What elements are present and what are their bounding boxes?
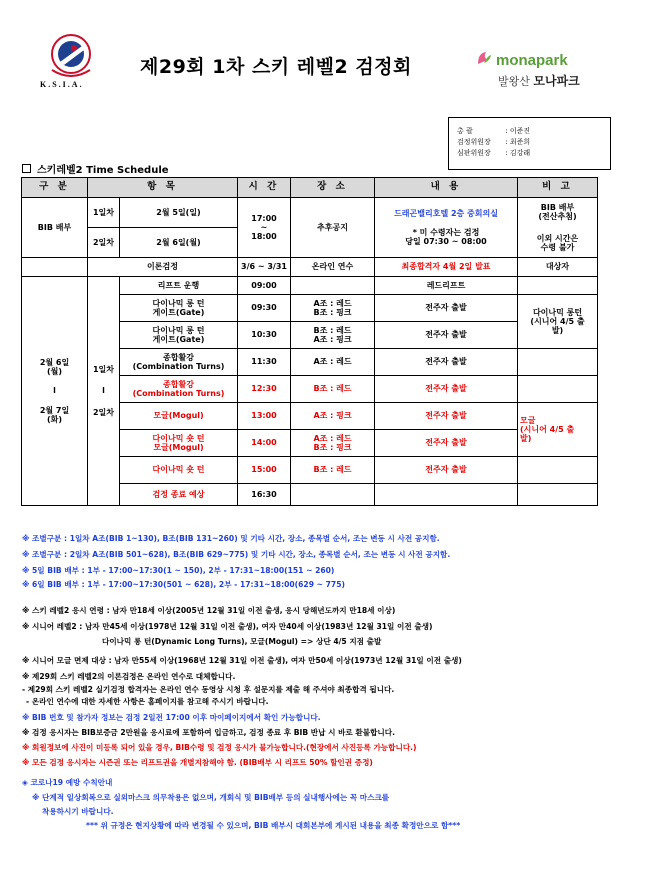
cell-text: 1일차	[92, 365, 115, 375]
exam-note-empty	[518, 349, 598, 376]
note-line: ※ BIB 번호 및 참가자 정보는 검정 2일전 17:00 이후 마이페이지에서 확인 가능합니다.	[22, 713, 321, 722]
official-name: : 김강래	[505, 149, 531, 157]
exam-item: 리프트 운행	[120, 277, 238, 295]
exam-content: 전주자 출발	[375, 457, 518, 484]
bib-category	[22, 198, 88, 258]
official-row	[457, 148, 530, 158]
bib-place: 추후공지	[291, 198, 375, 258]
note-line: ※ 시니어 모글 면제 대상 : 남자 만55세 이상(1968년 12월 31일 이전 출생), 여자 만50세 이상(1973년 12월 31일 이전 출생)	[22, 656, 462, 665]
bib-day2: 2일차	[88, 228, 120, 258]
header-note: 비 고	[518, 178, 598, 198]
table-row	[22, 277, 598, 295]
bib-day1: 1일차	[88, 198, 120, 228]
exam-note-empty	[518, 484, 598, 506]
official-row	[457, 126, 530, 136]
cell-text: l	[102, 386, 105, 396]
table-row	[22, 258, 598, 277]
cell-text: 2월 6일	[39, 358, 70, 368]
exam-item: 모글(Mogul)	[120, 403, 238, 430]
partner-logo-ko	[498, 72, 580, 89]
note-line: ※ 조별구분 : 1일차 A조(BIB 1~130), B조(BIB 131~260) 및 기타 시간, 장소, 종목별 순서, 조는 변동 시 사전 공지함.	[22, 534, 440, 543]
exam-time: 09:30	[238, 295, 291, 322]
note-line: - 제29회 스키 레벨2 실기검정 합격자는 온라인 연수 동영상 시청 후 설문지를 제출 해 주셔야 최종합격 됩니다.	[22, 685, 395, 694]
bib-day1-date: 2월 5일(일)	[120, 198, 238, 228]
theory-category-empty	[22, 258, 88, 277]
exam-place: B조 : 레드	[291, 376, 375, 403]
exam-place	[291, 277, 375, 295]
header-place: 장 소	[291, 178, 375, 198]
exam-note-empty	[518, 457, 598, 484]
exam-content: 전주자 출발	[375, 376, 518, 403]
note-line: ※ 검정 응시자는 BIB보증금 2만원을 응시료에 포함하여 입금하고, 검정 종료 후 BIB 반납 시 바로 환불합니다.	[22, 728, 395, 737]
partner-logo-ko-small: 발왕산	[498, 75, 530, 88]
exam-item: 종합활강 (Combination Turns)	[120, 376, 238, 403]
cell-text: 이외 시간은	[536, 233, 579, 243]
theory-note: 대상자	[518, 258, 598, 277]
note-line: ※ 모든 검정 응시자는 시즌권 또는 리프트권을 개별지참해야 함. (BIB배부 시 리프트 50% 할인권 증정)	[22, 758, 373, 767]
official-row	[457, 137, 530, 147]
exam-place: A조 : 핑크	[291, 403, 375, 430]
exam-content: 레드리프트	[375, 277, 518, 295]
note-line: ※ 단계적 일상회복으로 실외마스크 의무착용은 없으며, 개회식 및 BIB배부 등의 실내행사에는 꼭 마스크를	[32, 793, 390, 802]
exam-place: A조 : 레드 B조 : 핑크	[291, 295, 375, 322]
bib-content	[375, 198, 518, 258]
note-line: 착용하시기 바랍니다.	[42, 807, 114, 816]
exam-time: 12:30	[238, 376, 291, 403]
cell-text: BIB 배부	[37, 222, 72, 232]
exam-place	[291, 484, 375, 506]
header-content: 내 용	[375, 178, 518, 198]
theory-time: 3/6 ~ 3/31	[238, 258, 291, 277]
schedule-table	[21, 177, 598, 506]
cell-text: 당일 07:30 ~ 08:00	[405, 237, 487, 247]
exam-time: 14:00	[238, 430, 291, 457]
table-header-row	[22, 178, 598, 198]
table-row	[22, 198, 598, 228]
cell-text: (화)	[46, 414, 63, 424]
exam-place: A조 : 레드 B조 : 핑크	[291, 430, 375, 457]
section-title	[22, 161, 169, 176]
exam-item: 종합활강 (Combination Turns)	[120, 349, 238, 376]
cell-text: BIB 배부	[540, 203, 575, 213]
note-line: ※ 스키 레벨2 응시 연령 : 남자 만18세 이상(2005년 12월 31일 이전 출생, 응시 당해년도까지 만18세 이상)	[22, 606, 396, 615]
exam-content: 전주자 출발	[375, 349, 518, 376]
theory-place: 온라인 연수	[291, 258, 375, 277]
official-name: : 최준희	[505, 138, 531, 146]
partner-logo-ko-main: 모나파크	[533, 74, 580, 88]
cell-text: (전산추첨)	[538, 212, 577, 222]
cell-text: 드래곤밸리호텔 2층 중회의실	[394, 208, 498, 218]
exam-content: 전주자 출발	[375, 403, 518, 430]
exam-note-empty	[518, 376, 598, 403]
header-category: 구 분	[22, 178, 88, 198]
note-line: 다이나믹 롱 턴(Dynamic Long Turns), 모글(Mogul) => 상단 4/5 지점 출발	[102, 637, 382, 646]
official-role: 검정위원장	[457, 138, 491, 146]
exam-place: A조 : 레드	[291, 349, 375, 376]
bib-time	[238, 198, 291, 258]
bib-note	[518, 198, 598, 258]
header-time: 시 간	[238, 178, 291, 198]
exam-note-mogul: 모글 (시니어 4/5 출 발)	[518, 403, 598, 457]
note-line: ※ 5일 BIB 배부 : 1부 - 17:00~17:30(1 ~ 150), 2부 - 17:31~18:00(151 ~ 260)	[22, 566, 335, 575]
exam-content: 전주자 출발	[375, 322, 518, 349]
cell-text: 2월 7일	[39, 405, 70, 415]
exam-content: 전주자 출발	[375, 430, 518, 457]
note-line: ※ 시니어 레벨2 : 남자 만45세 이상(1978년 12월 31일 이전 출생), 여자 만40세 이상(1983년 12월 31일 이전 출생)	[22, 622, 433, 631]
exam-item: 다이나믹 숏 턴 모글(Mogul)	[120, 430, 238, 457]
section-title-text: 스키레벨2 Time Schedule	[37, 165, 169, 176]
exam-time: 09:00	[238, 277, 291, 295]
exam-dates	[22, 277, 88, 506]
note-line: - 온라인 연수에 대한 자세한 사항은 홈페이지를 참고해 주시기 바랍니다.	[26, 697, 269, 706]
official-role: 총 괄	[457, 127, 473, 135]
exam-content	[375, 484, 518, 506]
partner-logo-en: monapark	[496, 52, 568, 69]
note-line: ※ 조별구분 : 2일차 A조(BIB 501~628), B조(BIB 629~775) 및 기타 시간, 장소, 종목별 순서, 조는 변동 시 사전 공지함.	[22, 550, 451, 559]
cell-text: 17:00	[251, 213, 277, 223]
note-line: ※ 제29회 스키 레벨2의 이론검정은 온라인 연수로 대체합니다.	[22, 672, 236, 681]
exam-item: 검정 종료 예상	[120, 484, 238, 506]
note-line: *** 위 규정은 현지상황에 따라 변경될 수 있으며, BIB 배부시 대회본부에 게시된 내용을 최종 확정안으로 함***	[86, 821, 461, 830]
cell-text: ~	[260, 222, 268, 232]
exam-time: 10:30	[238, 322, 291, 349]
exam-time: 13:00	[238, 403, 291, 430]
exam-item: 다이나믹 롱 턴 게이트(Gate)	[120, 295, 238, 322]
exam-time: 11:30	[238, 349, 291, 376]
exam-place: B조 : 레드	[291, 457, 375, 484]
exam-item: 다이나믹 숏 턴	[120, 457, 238, 484]
exam-item: 다이나믹 롱 턴 게이트(Gate)	[120, 322, 238, 349]
exam-note-dynamic-long-turn: 다이나믹 롱턴 (시니어 4/5 출 발)	[518, 295, 598, 349]
bib-day2-date: 2월 6일(월)	[120, 228, 238, 258]
note-line: ◈ 코로나19 예방 수칙안내	[22, 778, 113, 787]
header-item: 항 목	[88, 178, 238, 198]
exam-days	[88, 277, 120, 506]
cell-text: l	[53, 386, 56, 396]
official-role: 심판위원장	[457, 149, 491, 157]
theory-item: 이론검정	[88, 258, 238, 277]
mona-park-leaf-icon	[476, 50, 492, 66]
cell-text: 18:00	[251, 232, 277, 242]
official-name: : 이준진	[505, 127, 531, 135]
note-line: ※ 6일 BIB 배부 : 1부 - 17:00~17:30(501 ~ 628), 2부 - 17:31~18:00(629 ~ 775)	[22, 580, 345, 589]
theory-content: 최종합격자 4월 2일 발표	[375, 258, 518, 277]
note-line: ※ 회원정보에 사진이 미등록 되어 있을 경우, BIB수령 및 검정 응시가 불가능합니다.(현장에서 사진등록 가능합니다.)	[22, 743, 417, 752]
officials-box	[448, 117, 611, 170]
page-title: 제29회 1차 스키 레벨2 검정회	[140, 56, 412, 78]
org-abbr: K.S.I.A.	[40, 80, 84, 89]
cell-text: * 미 수령자는 검정	[412, 227, 480, 237]
cell-text: 수령 불가	[540, 242, 575, 252]
exam-time: 16:30	[238, 484, 291, 506]
exam-content: 전주자 출발	[375, 295, 518, 322]
exam-place: B조 : 레드 A조 : 핑크	[291, 322, 375, 349]
square-bullet-icon	[22, 164, 31, 173]
cell-text: (월)	[46, 367, 63, 377]
cell-text: 2일차	[92, 407, 115, 417]
exam-note-empty	[518, 277, 598, 295]
exam-time: 15:00	[238, 457, 291, 484]
